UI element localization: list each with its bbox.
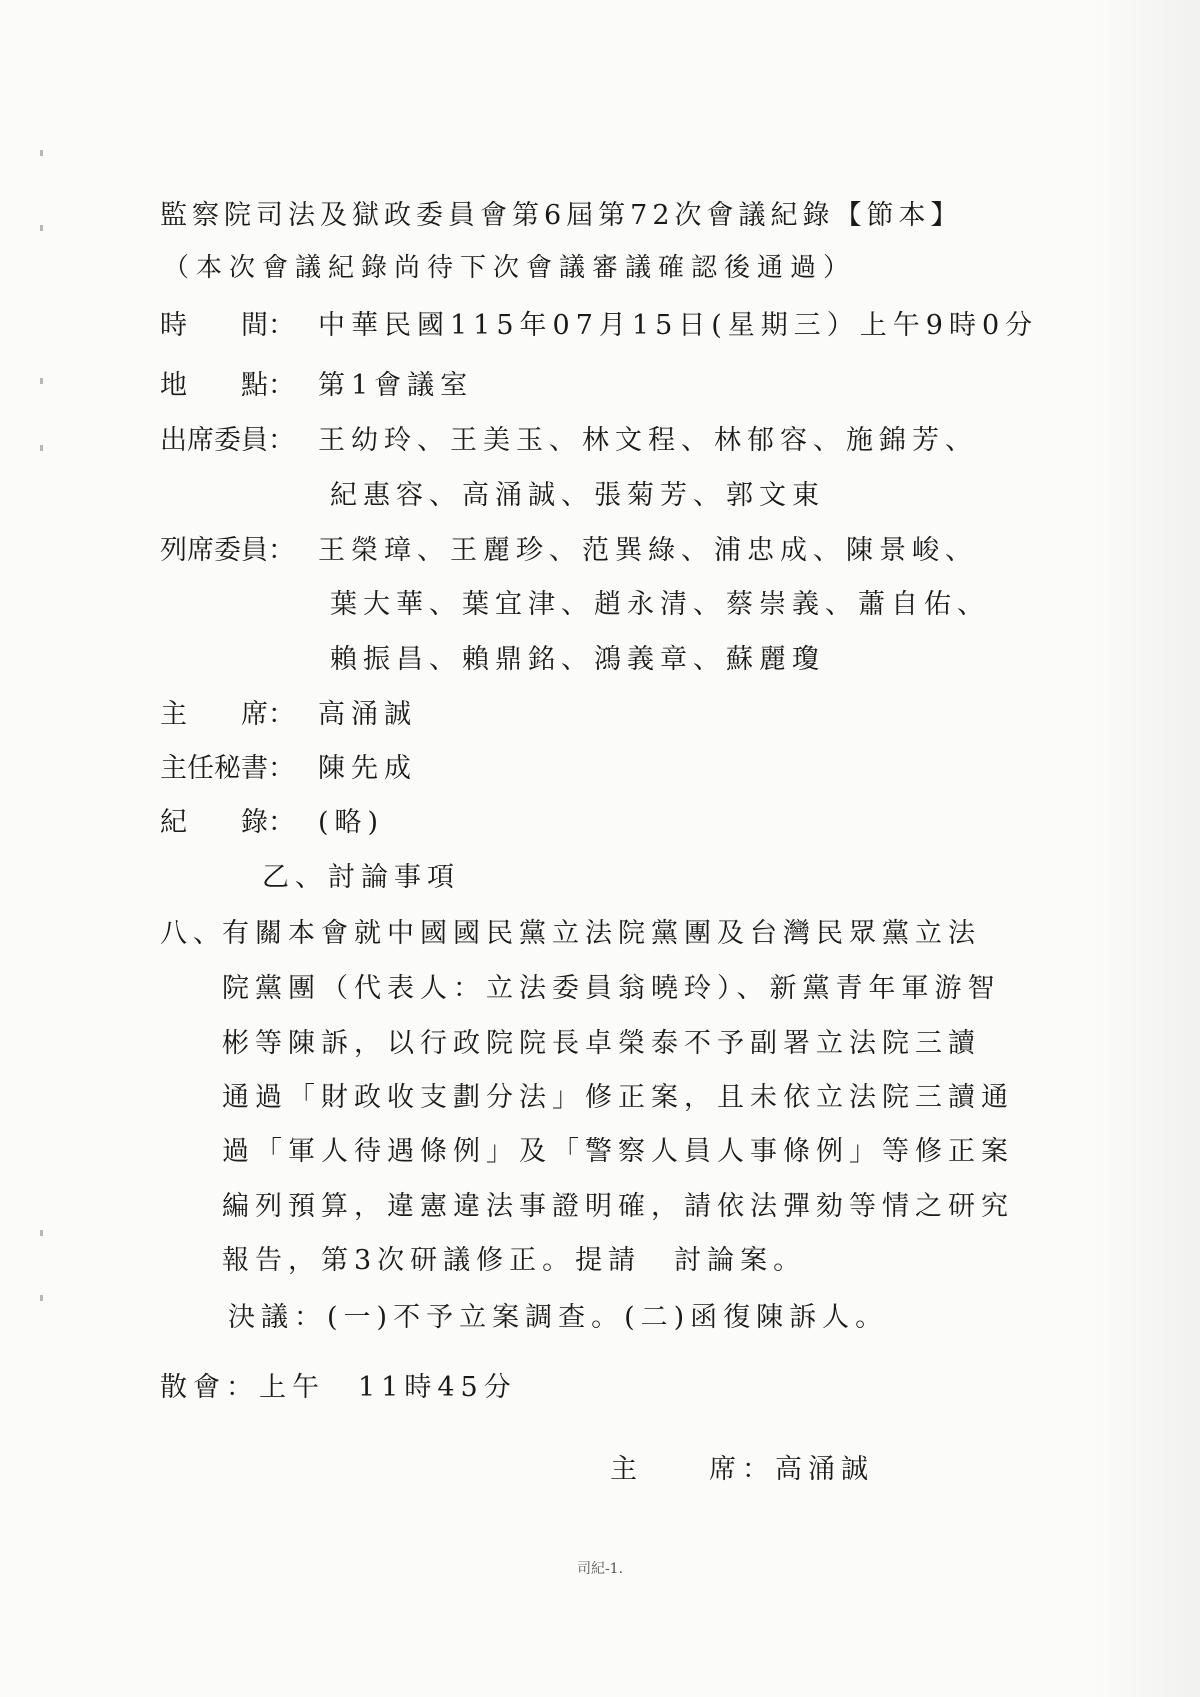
adjourn-label: 散會： (160, 1372, 259, 1403)
secretary-label: 主任秘書： (160, 753, 295, 784)
recorder-value: (略) (318, 807, 385, 838)
attendees-line: 王幼玲、王美玉、林文程、林郁容、施錦芳、 (318, 425, 978, 456)
chair-row (160, 701, 417, 728)
item-line: 報告，第3次研議修正。提請 討論案。 (222, 1245, 807, 1276)
item-line: 編列預算，違憲違法事證明確，請依法彈劾等情之研究 (222, 1191, 1014, 1222)
item-line: 院黨團（代表人：立法委員翁曉玲）、新黨青年軍游智 (222, 973, 1001, 1004)
document-title: 監察院司法及獄政委員會第6屆第72次會議紀錄【節本】 (160, 200, 963, 231)
place-label: 地 點： (160, 370, 295, 401)
scan-mark (40, 1230, 43, 1236)
item-line: 過「軍人待遇條例」及「警察人員人事條例」等修正案 (222, 1136, 1014, 1167)
attendees-line: 紀惠容、高涌誠、張菊芳、郭文東 (330, 480, 825, 511)
chair-value: 高涌誠 (318, 699, 417, 730)
recorder-row (160, 809, 384, 836)
scan-mark (40, 378, 43, 384)
scan-mark (40, 150, 43, 156)
observers-label: 列席委員： (160, 535, 295, 566)
observers-line: 王榮璋、王麗珍、范巽綠、浦忠成、陳景峻、 (318, 535, 978, 566)
item-line: 有關本會就中國國民黨立法院黨團及台灣民眾黨立法 (222, 918, 981, 949)
document-subtitle: （本次會議紀錄尚待下次會議審議確認後通過） (163, 253, 857, 283)
scan-mark (40, 1295, 43, 1301)
time-label: 時 間： (160, 310, 295, 341)
chair-label: 主 席： (160, 699, 295, 730)
recorder-label: 紀 錄： (160, 807, 295, 838)
page-number: 司紀-1. (576, 1561, 624, 1577)
secretary-row (160, 755, 417, 782)
observers-row (160, 537, 978, 564)
observers-line: 賴振昌、賴鼎銘、鴻義章、蘇麗瓊 (330, 644, 825, 675)
item-line: 彬等陳訴，以行政院院長卓榮泰不予副署立法院三讀 (222, 1028, 981, 1059)
adjourn-row (160, 1374, 517, 1401)
place-value: 第1會議室 (318, 370, 474, 401)
adjourn-value: 上午 11時45分 (259, 1372, 517, 1403)
signature-row (610, 1456, 874, 1483)
secretary-value: 陳先成 (318, 753, 417, 784)
attendees-row (160, 427, 978, 454)
observers-line: 葉大華、葉宜津、趙永清、蔡崇義、蕭自佑、 (330, 589, 990, 620)
scan-edge-shadow (1090, 0, 1200, 1697)
scan-mark (40, 445, 43, 451)
item-number: 八、 (160, 918, 226, 949)
section-heading: 乙、討論事項 (262, 862, 460, 893)
scan-mark (40, 225, 43, 231)
meeting-place (160, 372, 473, 399)
time-value: 中華民國115年07月15日(星期三）上午9時0分 (318, 310, 1039, 341)
meeting-time (160, 312, 1038, 339)
signature-label: 主 席： (610, 1454, 775, 1485)
resolution: 決議：(一)不予立案調查。(二)函復陳訴人。 (228, 1302, 889, 1333)
signature-value: 高涌誠 (775, 1454, 874, 1485)
attendees-label: 出席委員： (160, 425, 295, 456)
item-line: 通過「財政收支劃分法」修正案，且未依立法院三讀通 (222, 1082, 1014, 1113)
